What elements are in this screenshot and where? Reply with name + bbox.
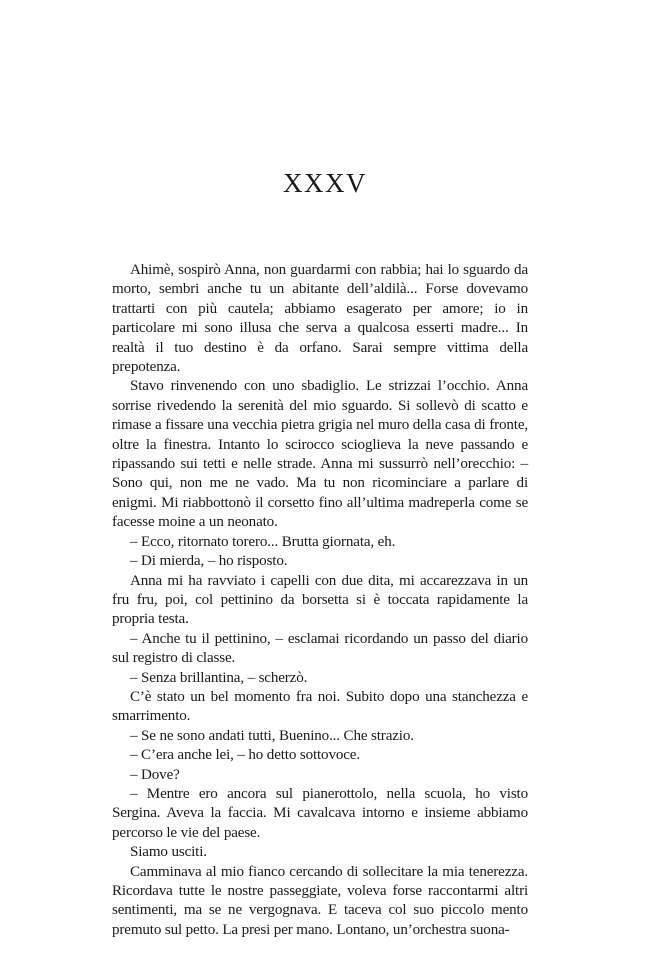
chapter-text <box>112 261 528 940</box>
paragraph: Camminava al mio fianco cercando di sollecitare la mia tenerezza. Ricordava tutte le nostre passeggiate, voleva forse raccontarmi altri sentimenti, ma se ne vergognava. E taceva col suo piccolo mento premuto sul petto. La presi per mano. Lontano, un’orchestra suona- <box>112 863 528 938</box>
chapter-title: XXXV <box>283 168 367 198</box>
paragraph: C’è stato un bel momento fra noi. Subito dopo una stanchezza e smarrimento. <box>112 688 528 725</box>
paragraph: Anna mi ha ravviato i capelli con due dita, mi accarezzava in un fru fru, poi, col pettinino da borsetta si è toccata rapidamente la propria testa. <box>112 572 528 628</box>
paragraph: Ahimè, sospirò Anna, non guardarmi con rabbia; hai lo sguardo da morto, sembri anche tu un abitante dell’aldilà... Forse dovevamo trattarti con più cautela; abbiamo esagerato per amore; io in particolare mi sono illusa che serva a qualcosa esserti madre... In realtà il tuo destino è da orfano. Sarai sempre vittima della prepotenza. <box>112 262 528 376</box>
paragraph: – Di mierda, – ho risposto. <box>130 553 288 570</box>
paragraph: Siamo usciti. <box>130 844 207 861</box>
paragraph: – Mentre ero ancora sul pianerottolo, nella scuola, ho visto Sergina. Aveva la faccia. Mi cavalcava intorno e insieme abbiamo percorso le vie del paese. <box>112 785 528 841</box>
paragraph: – Senza brillantina, – scherzò. <box>130 669 308 686</box>
paragraph: – Dove? <box>130 766 180 783</box>
paragraph: – Se ne sono andati tutti, Buenino... Che strazio. <box>130 727 414 744</box>
paragraph: Stavo rinvenendo con uno sbadiglio. Le strizzai l’occhio. Anna sorrise rivedendo la serenità del mio sguardo. Si sollevò di scatto e rimase a fissare una vecchia pietra grigia nel muro della casa di fronte, oltre la finestra. Intanto lo scirocco scioglieva la neve passando e ripassando sui tetti e nelle strade. Anna mi sussurrò nell’orecchio: – Sono qui, non me ne vado. Ma tu non ricominciare a parlare di enigmi. Mi riabbottonò il corsetto fino all’ultima madreperla come se facesse moine a un neonato. <box>112 378 528 531</box>
paragraph: – C’era anche lei, – ho detto sottovoce. <box>130 747 360 764</box>
paragraph: – Ecco, ritornato torero... Brutta giornata, eh. <box>130 533 396 550</box>
paragraph: – Anche tu il pettinino, – esclamai ricordando un passo del diario sul registro di classe. <box>112 630 528 667</box>
